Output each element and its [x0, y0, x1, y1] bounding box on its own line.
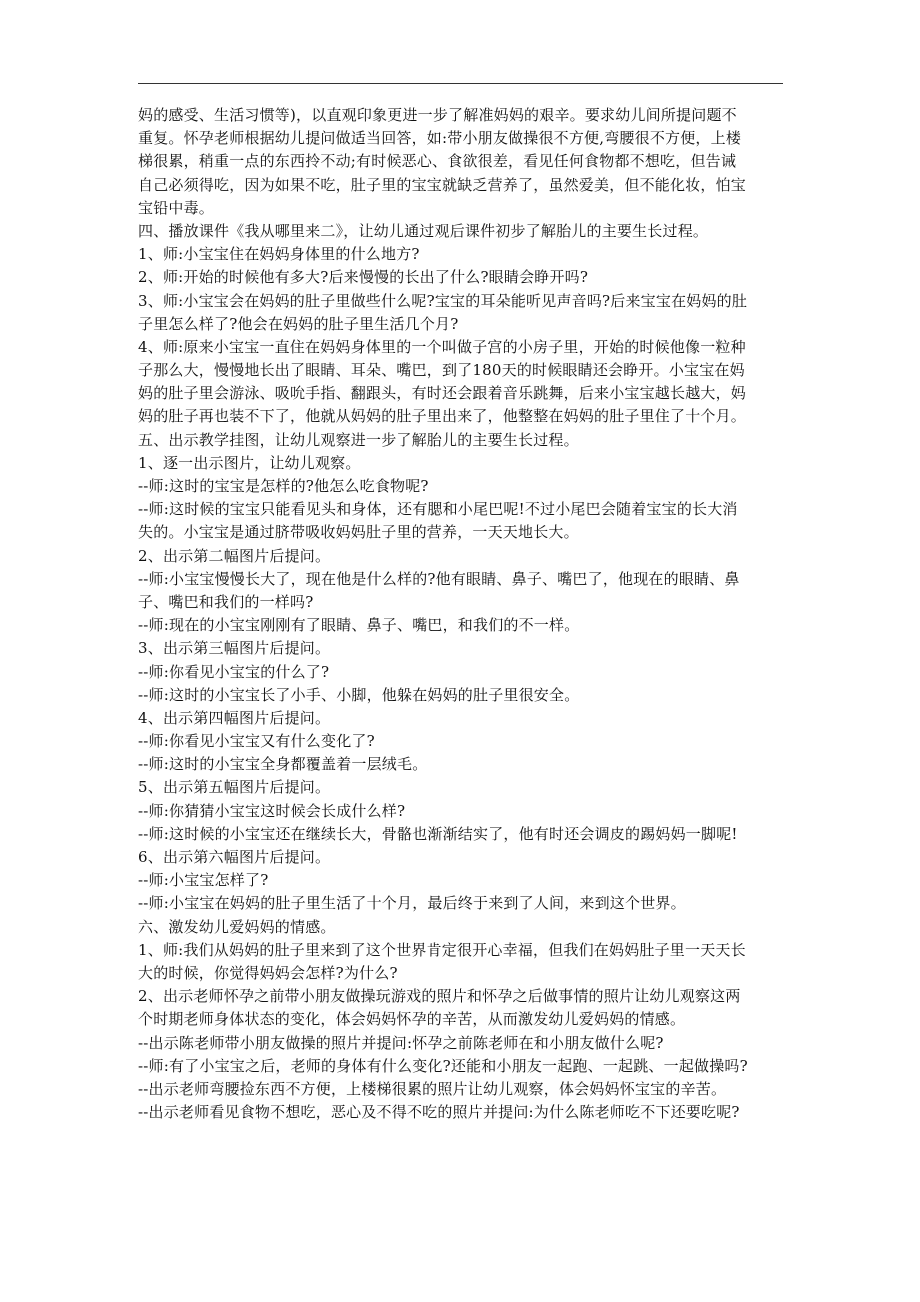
header-rule	[138, 83, 783, 84]
text-line: 大的时候，你觉得妈妈会怎样?为什么?	[138, 963, 398, 982]
text-line: --师:你猜猜小宝宝这时候会长成什么样?	[138, 801, 406, 820]
text-line: 5、出示第五幅图片后提问。	[138, 778, 331, 797]
text-line: --师:有了小宝宝之后，老师的身体有什么变化?还能和小朋友一起跑、一起跳、一起做操吗?	[138, 1056, 748, 1075]
text-line: 个时期老师身体状态的变化，体会妈妈怀孕的辛苦，从而激发幼儿爱妈妈的情感。	[138, 1010, 686, 1029]
text-line: 失的。小宝宝是通过脐带吸收妈妈肚子里的营养，一天天地长大。	[138, 523, 579, 542]
text-line: --师:这时的宝宝是怎样的?他怎么吃食物呢?	[138, 477, 429, 495]
text-line: --师:你看见小宝宝又有什么变化了?	[138, 732, 375, 751]
text-line: --师:这时候的小宝宝还在继续长大，骨骼也渐渐结实了，他有时还会调皮的踢妈妈一脚呢!	[138, 824, 738, 843]
text-line: --师:现在的小宝宝刚刚有了眼睛、鼻子、嘴巴，和我们的不一样。	[138, 616, 580, 635]
text-line: 1、逐一出示图片，让幼儿观察。	[138, 453, 361, 472]
text-line: 1、师:小宝宝住在妈妈身体里的什么地方?	[138, 245, 420, 264]
text-line: --出示老师看见食物不想吃，恶心及不得不吃的照片并提问:为什么陈老师吃不下还要吃呢?	[138, 1103, 740, 1122]
text-line: 重复。怀孕老师根据幼儿提问做适当回答，如:带小朋友做操很不方便,弯腰很不方便，上楼	[138, 129, 742, 148]
text-line: 2、出示老师怀孕之前带小朋友做操玩游戏的照片和怀孕之后做事情的照片让幼儿观察这两	[138, 987, 741, 1006]
text-line: 6、出示第六幅图片后提问。	[138, 848, 331, 866]
text-line: --师:这时的小宝宝长了小手、小脚，他躲在妈妈的肚子里很安全。	[138, 685, 580, 704]
text-line: 3、师:小宝宝会在妈妈的肚子里做些什么呢?宝宝的耳朵能听见声音吗?后来宝宝在妈妈的肚	[138, 291, 748, 310]
text-line: 4、师:原来小宝宝一直住在妈妈身体里的一个叫做子宫的小房子里，开始的时候他像一粒种	[138, 337, 746, 356]
text-line: --师:这时的小宝宝全身都覆盖着一层绒毛。	[138, 755, 428, 774]
text-line: --出示老师弯腰捡东西不方便，上楼梯很累的照片让幼儿观察，体会妈妈怀宝宝的辛苦。	[138, 1079, 727, 1098]
text-line: 宝铅中毒。	[138, 198, 215, 217]
text-line: 妈的肚子里会游泳、吸吮手指、翻跟头，有时还会跟着音乐跳舞，后来小宝宝越长越大，妈	[138, 384, 747, 403]
text-line: 妈的肚子再也装不下了，他就从妈妈的肚子里出来了，他整整在妈妈的肚子里住了十个月。	[138, 407, 747, 426]
text-line: 梯很累，稍重一点的东西拎不动;有时候恶心、食欲很差，看见任何食物都不想吃，但告诫	[138, 152, 737, 171]
text-line: 自己必须得吃，因为如果不吃，肚子里的宝宝就缺乏营养了，虽然爱美，但不能化妆，怕宝	[138, 175, 747, 194]
text-line: --师:小宝宝在妈妈的肚子里生活了十个月，最后终于来到了人间，来到这个世界。	[138, 894, 686, 913]
document-body	[138, 104, 788, 1124]
text-line: 2、出示第二幅图片后提问。	[138, 546, 331, 565]
text-line: --师:你看见小宝宝的什么了?	[138, 662, 330, 681]
section-heading: 四、播放课件《我从哪里来二》，让幼儿通过观后课件初步了解胎儿的主要生长过程。	[138, 221, 709, 240]
text-line: 子、嘴巴和我们的一样吗?	[138, 592, 314, 611]
text-line: 1、师:我们从妈妈的肚子里来到了这个世界肯定很开心幸福，但我们在妈妈肚子里一天天长	[138, 940, 746, 959]
text-line: 妈的感受、生活习惯等)，以直观印象更进一步了解准妈妈的艰辛。要求幼儿间所提问题不	[138, 106, 737, 124]
text-line: 2、师:开始的时候他有多大?后来慢慢的长出了什么?眼睛会睁开吗?	[138, 268, 589, 287]
text-line: 子那么大，慢慢地长出了眼睛、耳朵、嘴巴，到了180天的时候眼睛还会睁开。小宝宝在妈	[138, 361, 745, 380]
text-line: --师:小宝宝怎样了?	[138, 871, 269, 890]
text-line: 4、出示第四幅图片后提问。	[138, 708, 331, 727]
section-heading: 六、激发幼儿爱妈妈的情感。	[138, 917, 336, 936]
section-heading: 五、出示教学挂图，让幼儿观察进一步了解胎儿的主要生长过程。	[138, 430, 579, 449]
text-line: 子里怎么样了?他会在妈妈的肚子里生活几个月?	[138, 314, 459, 333]
text-line: --出示陈老师带小朋友做操的照片并提问:怀孕之前陈老师在和小朋友做什么呢?	[138, 1033, 664, 1052]
text-line: 3、出示第三幅图片后提问。	[138, 639, 331, 658]
text-line: --师:这时候的宝宝只能看见头和身体，还有腮和小尾巴呢!不过小尾巴会随着宝宝的长大消	[138, 500, 738, 519]
text-line: --师:小宝宝慢慢长大了，现在他是什么样的?他有眼睛、鼻子、嘴巴了，他现在的眼睛、鼻	[138, 569, 740, 588]
